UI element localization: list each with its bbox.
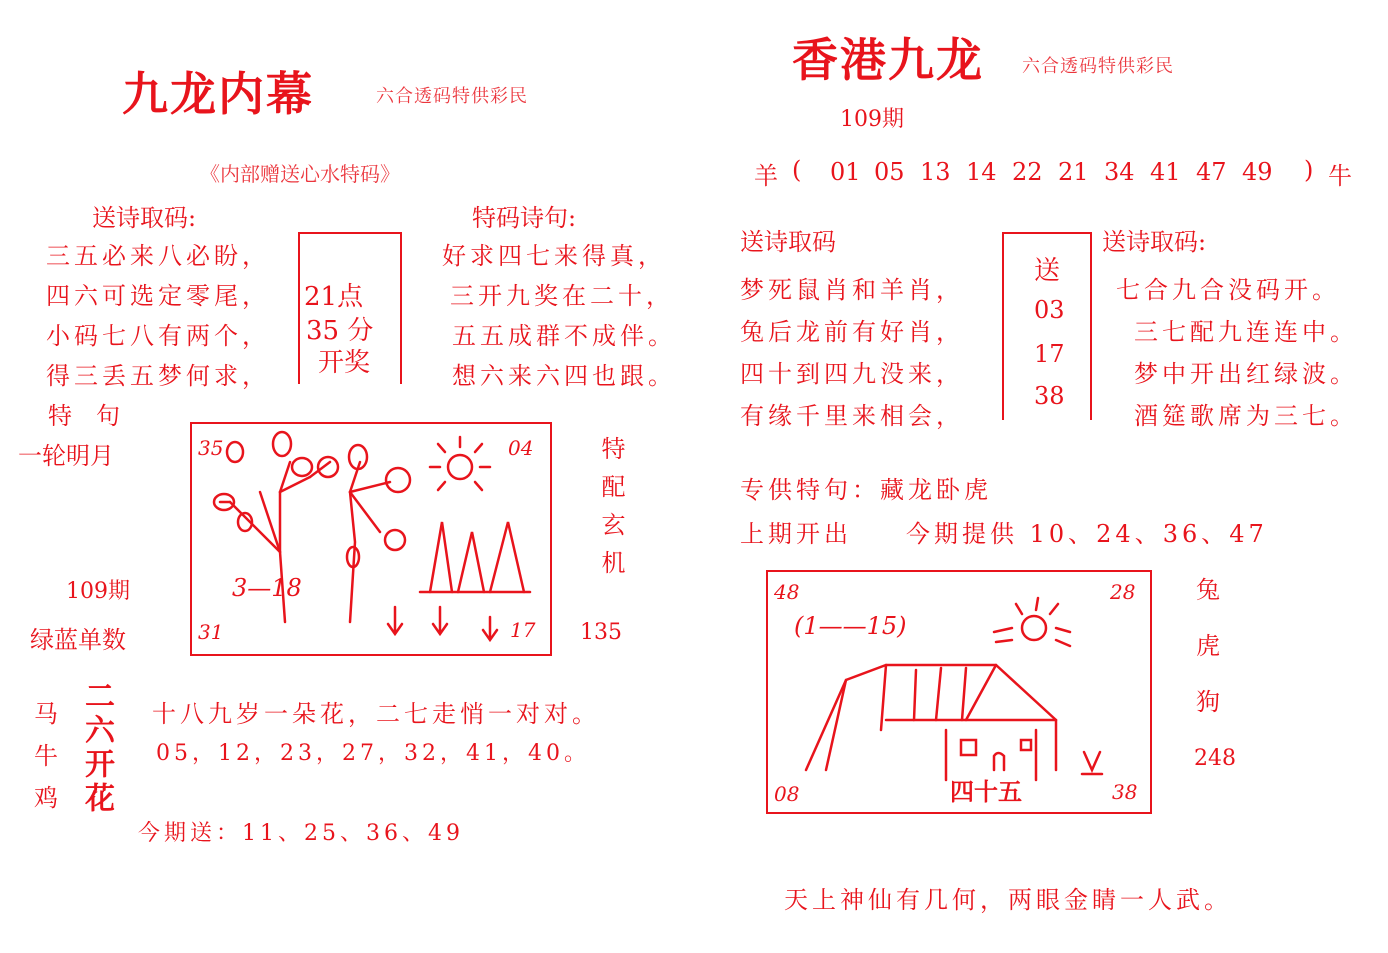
right-bottom-verse: 天上神仙有几何，两眼金睛一人武。 bbox=[784, 886, 1232, 914]
right-picture-corner-br: 38 bbox=[1112, 780, 1138, 804]
right-picture-range: (1——15) bbox=[794, 612, 907, 640]
right-number: 49 bbox=[1242, 158, 1273, 186]
right-box-line: 03 bbox=[1034, 296, 1065, 324]
left-special-poem-line: 五五成群不成伴。 bbox=[452, 322, 676, 350]
left-special-label: 特 句 bbox=[48, 402, 120, 430]
left-side-number: 135 bbox=[580, 620, 622, 645]
right-number: 21 bbox=[1058, 158, 1089, 186]
right-number: 13 bbox=[920, 158, 951, 186]
left-picture-corner-tl: 35 bbox=[198, 436, 224, 460]
right-picture-inner-text: 四十五 bbox=[950, 777, 1022, 806]
left-send-today: 今期送：11、25、36、49 bbox=[138, 821, 464, 846]
left-issue: 109期 bbox=[66, 579, 130, 604]
left-special-poem-line: 好求四七来得真， bbox=[442, 242, 666, 270]
right-poem-line: 梦死鼠肖和羊肖， bbox=[740, 276, 964, 304]
right-last-open-label: 上期开出 bbox=[740, 520, 852, 548]
right-picture-corner-tl: 48 bbox=[774, 580, 800, 604]
right-poem-line-right: 酒筵歌席为三七。 bbox=[1134, 402, 1358, 430]
right-picture-sketch bbox=[766, 570, 1148, 810]
right-today-provide: 今期提供 10、24、36、47 bbox=[906, 520, 1268, 548]
right-send-poem-heading-right: 送诗取码: bbox=[1102, 228, 1207, 256]
left-box-left-border bbox=[298, 232, 300, 384]
left-title: 九龙内幕 bbox=[122, 67, 314, 121]
left-picture-corner-tr: 04 bbox=[508, 436, 534, 460]
left-numbers: 05，12，23，27，32，41，40。 bbox=[156, 741, 590, 766]
left-picture-range: 3—18 bbox=[232, 574, 302, 602]
left-poem-line: 三五必来八必盼， bbox=[46, 242, 270, 270]
right-box-line: 送 bbox=[1034, 256, 1061, 286]
right-box-line: 38 bbox=[1034, 382, 1065, 410]
right-poem-line: 四十到四九没来， bbox=[740, 360, 964, 388]
right-number: 41 bbox=[1150, 158, 1181, 186]
right-poem-line-right: 三七配九连连中。 bbox=[1134, 318, 1358, 346]
left-box-right-border bbox=[400, 232, 402, 384]
right-picture-corner-bl: 08 bbox=[774, 782, 800, 806]
right-box-top-border bbox=[1002, 232, 1092, 234]
left-poem-line: 小码七八有两个， bbox=[46, 322, 270, 350]
left-zodiac: 牛 bbox=[34, 742, 58, 770]
left-special-phrase: 一轮明月 bbox=[18, 442, 114, 470]
right-issue: 109期 bbox=[840, 107, 904, 132]
left-send-poem-heading: 送诗取码: bbox=[92, 204, 197, 232]
right-box-left-border bbox=[1002, 232, 1004, 420]
right-side-number: 248 bbox=[1194, 746, 1236, 771]
right-number: 01 bbox=[830, 158, 861, 186]
right-side-zodiac: 虎 bbox=[1196, 632, 1220, 660]
left-zodiac-big: 二六开花 bbox=[79, 680, 114, 816]
left-poem-line: 四六可选定零尾， bbox=[46, 282, 270, 310]
left-box-line: 21点 bbox=[304, 282, 364, 312]
left-side-label: 特配玄机 bbox=[597, 436, 625, 588]
right-numbers-left-zodiac: 羊 bbox=[754, 162, 778, 190]
left-box-top-border bbox=[298, 232, 402, 234]
right-number: 47 bbox=[1196, 158, 1227, 186]
right-subtitle: 六合透码特供彩民 bbox=[1022, 56, 1174, 77]
left-special-poem-line: 想六来六四也跟。 bbox=[452, 362, 676, 390]
left-note: 《内部赠送心水特码》 bbox=[200, 162, 400, 186]
right-number: 05 bbox=[874, 158, 905, 186]
right-numbers-close: ) bbox=[1304, 156, 1314, 184]
left-picture-corner-bl: 31 bbox=[198, 620, 224, 644]
left-color-hint: 绿蓝单数 bbox=[30, 626, 126, 654]
right-poem-line-right: 七合九合没码开。 bbox=[1116, 276, 1340, 304]
right-poem-line: 有缘千里来相会， bbox=[740, 402, 964, 430]
left-verse: 十八九岁一朵花，二七走悄一对对。 bbox=[152, 700, 600, 728]
right-send-poem-heading-left: 送诗取码 bbox=[740, 228, 836, 256]
left-subtitle: 六合透码特供彩民 bbox=[376, 86, 528, 107]
right-number: 34 bbox=[1104, 158, 1135, 186]
right-side-zodiac: 狗 bbox=[1196, 688, 1220, 716]
left-special-poem-heading: 特码诗句: bbox=[472, 204, 577, 232]
right-special-line: 专供特句：藏龙卧虎 bbox=[740, 476, 992, 504]
right-numbers-right-zodiac: 牛 bbox=[1328, 162, 1352, 190]
right-box-line: 17 bbox=[1034, 340, 1065, 368]
right-poem-line-right: 梦中开出红绿波。 bbox=[1134, 360, 1358, 388]
right-number: 22 bbox=[1012, 158, 1043, 186]
right-box-right-border bbox=[1090, 232, 1092, 420]
left-zodiac: 马 bbox=[34, 700, 58, 728]
left-poem-line: 得三丢五梦何求， bbox=[46, 362, 270, 390]
left-picture-sketch bbox=[190, 422, 548, 652]
left-box-line: 开奖 bbox=[318, 348, 371, 378]
left-box-line: 35 分 bbox=[306, 316, 374, 346]
right-numbers-open: ( bbox=[792, 156, 802, 184]
right-number: 14 bbox=[966, 158, 997, 186]
right-title: 香港九龙 bbox=[792, 33, 984, 87]
right-picture-corner-tr: 28 bbox=[1110, 580, 1136, 604]
right-side-zodiac: 兔 bbox=[1196, 576, 1220, 604]
left-special-poem-line: 三开九奖在二十， bbox=[450, 282, 674, 310]
left-picture-corner-br: 17 bbox=[510, 618, 536, 642]
left-zodiac: 鸡 bbox=[34, 784, 58, 812]
right-poem-line: 兔后龙前有好肖， bbox=[740, 318, 964, 346]
